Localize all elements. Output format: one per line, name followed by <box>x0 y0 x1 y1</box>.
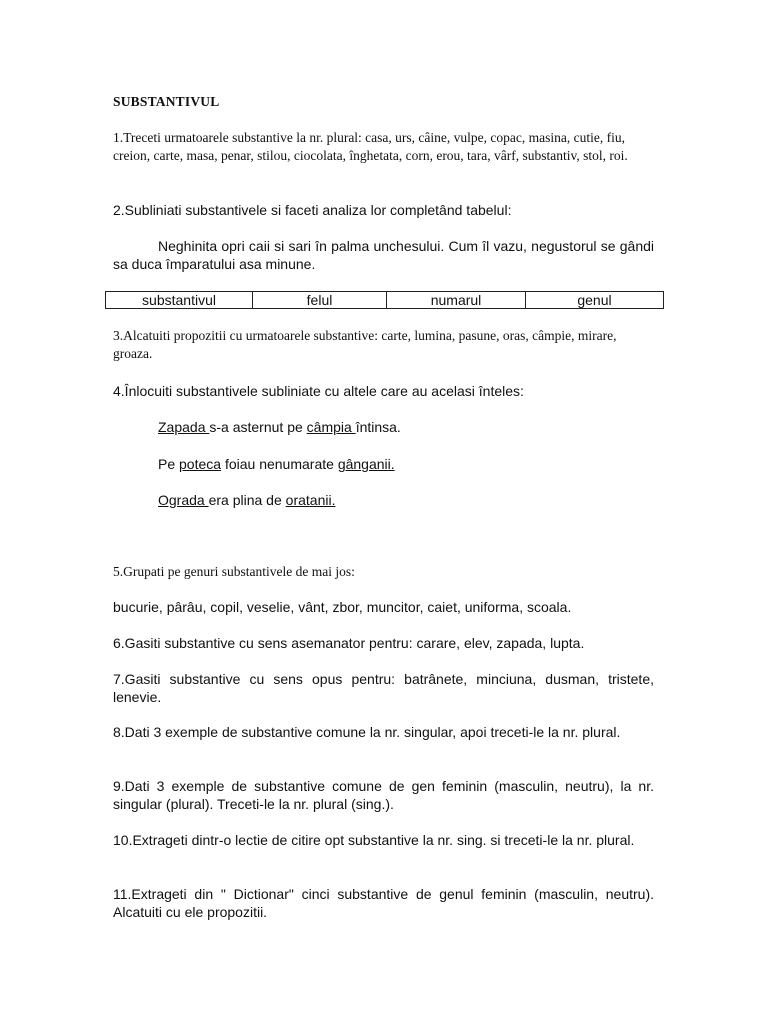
underlined-word: poteca <box>179 456 222 472</box>
exercise-2-text: Neghinita opri caii si sari în palma unchesului. Cum îl vazu, negustorul se gândi sa duca împaratului asa minune. <box>113 238 654 272</box>
sentence-fragment: întinsa. <box>355 419 401 435</box>
table-header-row <box>106 292 664 309</box>
example-sentence <box>158 491 335 509</box>
sentence-fragment: foiau nenumarate <box>221 456 338 472</box>
exercise-7: 7.Gasiti substantive cu sens opus pentru: batrânete, minciuna, dusman, tristete, lenevie. <box>113 671 654 705</box>
underlined-word: câmpia <box>306 419 356 435</box>
underlined-word: Zapada <box>158 419 210 435</box>
sentence-fragment: era plina de <box>208 492 286 508</box>
exercise-2: 2.Subliniati substantivele si faceti analiza lor completând tabelul: <box>113 202 512 218</box>
exercise-9: 9.Dati 3 exemple de substantive comune de gen feminin (masculin, neutru), la nr. singular (plural). Treceti-le la nr. plural (sing.). <box>113 778 654 812</box>
exercise-5: 5.Grupati pe genuri substantivele de mai jos: <box>113 564 355 579</box>
example-sentence <box>158 455 395 473</box>
example-sentence <box>158 418 401 436</box>
exercise-1: 1.Treceti urmatoarele substantive la nr. plural: casa, urs, câine, vulpe, copac, masina, cutie, fiu, creion, carte, masa, penar, stilou, ciocolata, înghetata, corn, erou, tara, vârf, substantiv, stol, roi. <box>113 130 628 163</box>
table-header-cell: felul <box>253 292 387 309</box>
underlined-word: anii. <box>309 492 336 508</box>
underlined-word: Ograda <box>158 492 209 508</box>
exercise-8: 8.Dati 3 exemple de substantive comune la nr. singular, apoi treceti-le la nr. plural. <box>113 724 621 740</box>
analysis-table <box>105 291 664 309</box>
table-header-cell: genul <box>526 292 664 309</box>
sentence-fragment: Pe <box>158 456 180 472</box>
table-header-cell: substantivul <box>106 292 253 309</box>
exercise-6: 6.Gasiti substantive cu sens asemanator pentru: carare, elev, zapada, lupta. <box>113 635 585 651</box>
exercise-11: 11.Extrageti din " Dictionar" cinci substantive de genul feminin (masculin, neutru). Alcatuiti cu ele propozitii. <box>113 886 654 920</box>
page-title: SUBSTANTIVUL <box>113 94 220 109</box>
exercise-3: 3.Alcatuiti propozitii cu urmatoarele substantive: carte, lumina, pasune, oras, câmpie, mirare, groaza. <box>113 328 617 361</box>
sentence-fragment: s-a asternut pe <box>209 419 307 435</box>
underlined-word: orat <box>285 492 310 508</box>
underlined-word: gânganii. <box>337 456 395 472</box>
exercise-5-list: bucurie, pârâu, copil, veselie, vânt, zbor, muncitor, caiet, uniforma, scoala. <box>113 599 572 615</box>
exercise-4: 4.Înlocuiti substantivele subliniate cu altele care au acelasi înteles: <box>113 383 524 399</box>
table-header-cell: numarul <box>387 292 526 309</box>
exercise-10: 10.Extrageti dintr-o lectie de citire opt substantive la nr. sing. si treceti-le la nr. plural. <box>113 832 635 848</box>
